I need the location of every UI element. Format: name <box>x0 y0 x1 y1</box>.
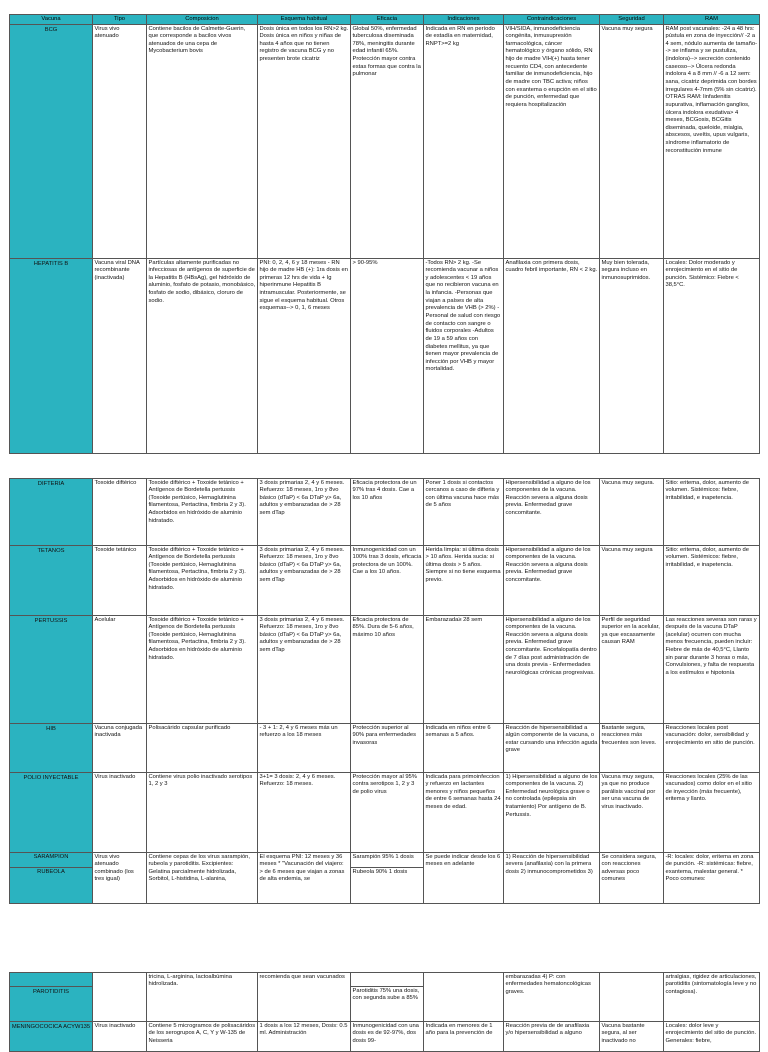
header-esquema: Esquema habitual <box>258 15 351 25</box>
vaccine-name <box>10 973 93 987</box>
cell-seguridad: Vacuna muy segura <box>600 546 664 616</box>
cell-contraindicaciones: Anafilaxia con primera dosis, cuadro febril importante, RN < 2 kg. <box>504 259 600 454</box>
table-row <box>10 1022 760 1052</box>
cell-composicion: Contiene bacilos de Calmette-Guerin, que corresponde a bacilos vivos atenuados de una cepa de Mycobacterium bovis <box>147 25 258 259</box>
cell-seguridad: Perfil de seguridad superior en la acelular, ya que escasamente causan RAM <box>600 616 664 724</box>
cell-esquema: 3 dosis primarias 2, 4 y 6 meses. Refuerzo: 18 meses, 1ro y 8vo básico (dTaP) < 6a DTaP y> 6a, adultos y embarazadas de > 28 sem dTap <box>258 546 351 616</box>
cell-eficacia: Parotiditis 75% una dosis, con segunda sube a 85% <box>351 987 424 1022</box>
cell-eficacia: Sarampión 95% 1 dosis <box>351 853 424 868</box>
vaccine-table-1 <box>9 14 760 454</box>
cell-composicion: Toxoide diftérico + Toxoide tetánico + Antígenos de Bordetella pertussis (Toxoide pertúsico, Hemaglutinina filamentosa, Pertactina, fimbria 2 y 3). Adsorbidos en hidróxido de aluminio hidratado. <box>147 479 258 546</box>
cell-indicaciones: Indicada para primoinfeccion y refuerzo en lactantes menores y niños pequeños de entre 6 semanas hasta 24 meses de edad. <box>424 773 504 853</box>
cell-contraindicaciones: Reacción de hipersensibilidad a algún componente de la vacuna, o estar cursando una infección aguda grave <box>504 724 600 773</box>
cell-composicion: Toxoide diftérico + Toxoide tetánico + Antígenos de Bordetella pertussis (Toxoide pertúsico, Hemaglutinina filamentosa, Pertactina, fimbria 2 y 3). Adsorbidos en hidróxido de aluminio hidratado. <box>147 616 258 724</box>
cell-eficacia <box>351 973 424 987</box>
cell-eficacia: Eficacia protectora de 85%. Dura de 5-6 años, máximo 10 años <box>351 616 424 724</box>
cell-eficacia: Protección mayor al 95% contra serotipos 1, 2 y 3 de polio virus <box>351 773 424 853</box>
cell-ram: Reacciones locales post vacunación: dolor, sensibilidad y enrojecimiento en sitio de punción. <box>664 724 760 773</box>
cell-composicion: Contiene virus polio inactivado serotipos 1, 2 y 3 <box>147 773 258 853</box>
cell-contraindicaciones: embarazadas 4) P: con enfermedades hematoncológicas graves. <box>504 973 600 1022</box>
cell-contraindicaciones: Hipersensibilidad a alguno de los componentes de la vacuna. Reacción severa a alguna dosis previa. Enfermedad grave concomitante. <box>504 546 600 616</box>
table-row <box>10 479 760 546</box>
vaccine-name: POLIO INYECTABLE <box>10 773 93 853</box>
header-composicion: Composicion <box>147 15 258 25</box>
cell-seguridad: Se considera segura, con reacciones adversas poco comunes <box>600 853 664 904</box>
cell-composicion: tricina, L-arginina, lactoalbúmina hidrolizada. <box>147 973 258 1022</box>
table-row <box>10 724 760 773</box>
vaccine-name: PAROTIDITIS <box>10 987 93 1022</box>
cell-contraindicaciones: Hipersensibilidad a alguno de los componentes de la vacuna. Reacción severa a alguna dosis previa. Enfermedad grave concomitante. <box>504 479 600 546</box>
cell-eficacia: Global 50%, enfermedad tuberculosa diseminada 78%, meningitis durante edad infantil 65%. Protección mayor contra estas formas que contra la pulmonar <box>351 25 424 259</box>
vaccine-table-3 <box>9 972 760 1052</box>
cell-composicion: Contiene cepas de los virus sarampión, rubeola y parotiditis. Excipientes: Gelatina parcialmente hidrolizada, Sorbitol, L-histidina, L-alanina, <box>147 853 258 904</box>
cell-tipo: Acelular <box>93 616 147 724</box>
cell-tipo: Vacuna conjugada inactivada <box>93 724 147 773</box>
cell-composicion: Partículas altamente purificadas no infecciosas de antígenos de superficie de la Hepatitis B (HBsAg), gel hidróxido de aluminio, fosfato de potasio, monobásico, fosfato de sodio, dibásico, cloruro de sodio. <box>147 259 258 454</box>
cell-contraindicaciones: Hipersensibilidad a alguno de los componentes de la vacuna. Reacción severa a alguna dosis previa. Enfermedad grave concomitante. Encefalopatía dentro de 7 días post administración de una dosis previa - Enfermedades neurológicas crónicas progresivas. <box>504 616 600 724</box>
cell-ram: RAM post vacunales: -24 a 48 hrs: pústula en zona de inyección// -2 a 4 sem, nódulo aumenta de tamaño--> se inflama y se pustuliza, (indolora)--> secreción contenido caseoso--> Úlcera redonda indolora 4 a 8 mm // -6 a 12 sem: sana, cicatriz deprimida con bordes irregulares 4-7mm (5% sin cicatriz). OTRAS RAM: linfadenitis supurativa, inflamación ganglios, úlcera indolora exudativa> 4 meses, BCGosis, BCGitis diseminada, queloide, mialgia, abscesos, uveítis, upus vulgaris, síndrome inflamatorio de reconstitución inmune <box>664 25 760 259</box>
cell-eficacia: Protección superior al 90% para enfermedades invasoras <box>351 724 424 773</box>
vaccine-name: SARAMPION <box>10 853 93 868</box>
cell-ram: Locales: dolor leve y enrojecimiento del sitio de punción. Generales: fiebre, <box>664 1022 760 1052</box>
table-row <box>10 259 760 454</box>
cell-indicaciones: Indicada en RN en período de estadía en maternidad, RNPT>=2 kg <box>424 25 504 259</box>
cell-esquema: 1 dosis a los 12 meses, Dosis: 0.5 ml. Administración <box>258 1022 351 1052</box>
cell-tipo: Toxoide diftérico <box>93 479 147 546</box>
cell-seguridad: Vacuna muy segura. <box>600 479 664 546</box>
cell-indicaciones: Herida limpia: si última dosis > 10 años. Herida sucia: si última dosis > 5 años. Siempre si no tiene esquema previo. <box>424 546 504 616</box>
cell-indicaciones: -Todos RN> 2 kg. -Se recomienda vacunar a niños y adolescentes < 19 años que no recibieron vacuna en la infancia. -Personas que viajan a países de alta prevalencia de VHB (> 2%) -Personal de salud con riesgo de contacto con sangre o fluidos corporales -Adultos de 19 a 59 años con diabetes mellitus, ya que tienen mayor prevalencia de infección por VHB y mayor mortalidad. <box>424 259 504 454</box>
table-row <box>10 616 760 724</box>
vaccine-name: HEPATITIS B <box>10 259 93 454</box>
cell-composicion: Toxoide diftérico + Toxoide tetánico + Antígenos de Bordetella pertussis (Toxoide pertúsico, Hemaglutinina filamentosa, Pertactina, fimbria 2 y 3). Adsorbidos en hidróxido de aluminio hidratado. <box>147 546 258 616</box>
table-row <box>10 25 760 259</box>
vaccine-name: DIFTERIA <box>10 479 93 546</box>
vaccine-name: MENINGOCOCICA ACYW135 <box>10 1022 93 1052</box>
cell-esquema: 3 dosis primarias 2, 4 y 6 meses. Refuerzo: 18 meses, 1ro y 8vo básico (dTaP) < 6a DTaP y> 6a, adultos y embarazadas de > 28 sem dTap <box>258 616 351 724</box>
vaccine-name: TETANOS <box>10 546 93 616</box>
cell-ram: Las reacciones severas son raras y después de la vacuna DTaP (acelular) ocurren con mucha menos frecuencia, pueden incluir: Fiebre de más de 40,5°C, Llanto sin parar durante 3 horas o más, Convulsiones, y falta de respuesta a los estímulos e hipotonía <box>664 616 760 724</box>
cell-contraindicaciones: 1) Hipersensibilidad a alguno de los componentes de la vacuna. 2) Enfermedad neurológica grave o no controlada (epilepsia sin tratamiento) Por antígeno de B. Pertussis. <box>504 773 600 853</box>
cell-indicaciones: Indicada en menores de 1 año para la prevención de <box>424 1022 504 1052</box>
header-indicaciones: Indicaciones <box>424 15 504 25</box>
vaccine-name: RUBEOLA <box>10 868 93 904</box>
cell-eficacia: Eficacia protectora de un 97% tras 4 dosis. Cae a los 10 años <box>351 479 424 546</box>
cell-seguridad: Vacuna bastante segura, al ser inactivado no <box>600 1022 664 1052</box>
cell-tipo: Vacuna viral DNA recombinante (inactivada) <box>93 259 147 454</box>
header-seguridad: Seguridad <box>600 15 664 25</box>
cell-contraindicaciones: 1) Reacción de hipersensibilidad severa (anafilaxia) con la primera dosis 2) inmunocomprometidos 3) <box>504 853 600 904</box>
vaccine-table-2 <box>9 478 760 904</box>
header-ram: RAM <box>664 15 760 25</box>
cell-eficacia: > 90-95% <box>351 259 424 454</box>
header-eficacia: Eficacia <box>351 15 424 25</box>
cell-ram: Locales: Dolor moderado y enrojecimiento en el sitio de punción. Sistémico: Fiebre < 38,5°C. <box>664 259 760 454</box>
vaccine-name: HIB <box>10 724 93 773</box>
cell-esquema: Dosis única en todos los RN>2 kg. Dosis única en niños y niñas de hasta 4 años que no tienen registro de vacuna BCG y no presenten brote cicatriz <box>258 25 351 259</box>
cell-tipo: Virus vivo atenuado <box>93 25 147 259</box>
vaccine-name: PERTUSSIS <box>10 616 93 724</box>
cell-composicion: Polisacárido capsular purificado <box>147 724 258 773</box>
cell-tipo: Toxoide tetánico <box>93 546 147 616</box>
cell-seguridad: Bastante segura, reacciones más frecuentes son leves. <box>600 724 664 773</box>
cell-tipo: Virus inactivado <box>93 1022 147 1052</box>
cell-ram: artralgias, rigidez de articulaciones, parotiditis (sintomatología leve y no contagiosa). <box>664 973 760 1022</box>
cell-eficacia: Rubeola 90% 1 dosis <box>351 868 424 904</box>
cell-seguridad <box>600 973 664 1022</box>
header-tipo: Tipo <box>93 15 147 25</box>
cell-ram: Sitio: eritema, dolor, aumento de volumen. Sistémicos: fiebre, irritabilidad, e inapetencia. <box>664 479 760 546</box>
cell-tipo: Virus vivo atenuado combinado (los tres igual) <box>93 853 147 904</box>
cell-ram: Sitio: eritema, dolor, aumento de volumen. Sistémicos: fiebre, irritabilidad, e inapetencia. <box>664 546 760 616</box>
cell-seguridad: Vacuna muy segura, ya que no produce parálisis vaccinal por ser una vacuna de virus inactivado. <box>600 773 664 853</box>
cell-ram: -R: locales: dolor, eritema en zona de punción. -R: sistémicas: fiebre, exantema, malestar general. * Poco comunes: <box>664 853 760 904</box>
cell-ram: Reacciones locales (25% de las vacunados) como dolor en el sitio de inyección (más frecuente), eritema y llanto. <box>664 773 760 853</box>
cell-indicaciones <box>424 973 504 1022</box>
cell-contraindicaciones: VIH/SIDA, inmunodeficiencia congénita, inmusupresión farmacológica, cáncer hematológico y órgano sólido, RN hijo de madre VIH(+) hasta tener recuento CD4, con antecedente familiar de inmunodeficiencia, hijo de madre con TBC activa; niños con exantema o erupción en el sitio de punción, enfermedad que requiera hospitalización <box>504 25 600 259</box>
table-row <box>10 853 760 868</box>
cell-contraindicaciones: Reacción previa de de anafilaxia y/o hipersensibilidad a alguno <box>504 1022 600 1052</box>
cell-esquema: - 3 + 1: 2, 4 y 6 meses más un refuerzo a los 18 meses <box>258 724 351 773</box>
cell-esquema: El esquema PNI: 12 meses y 36 meses * "Vacunación del viajero: > de 6 meses que viajan a zonas de alta endemia, se <box>258 853 351 904</box>
cell-indicaciones: Indicada en niños entre 6 semanas a 5 años. <box>424 724 504 773</box>
cell-indicaciones: Poner 1 dosis si contactos cercanos a caso de difteria y con última vacuna hace más de 5 años <box>424 479 504 546</box>
cell-esquema: PNI: 0, 2, 4, 6 y 18 meses - RN hijo de madre HB (+): 1ra dosis en primeras 12 hrs de vida + Ig hiperinmune Hepatitis B intramuscular. Posteriormente, se sigue el esquema habitual. Otros esquemas--> 0, 1, 6 meses <box>258 259 351 454</box>
cell-seguridad: Vacuna muy segura <box>600 25 664 259</box>
header-vacuna: Vacuna <box>10 15 93 25</box>
header-contraindicaciones: Contraindicaciones <box>504 15 600 25</box>
cell-tipo: Virus inactivado <box>93 773 147 853</box>
table-row <box>10 773 760 853</box>
table-row <box>10 546 760 616</box>
cell-tipo <box>93 973 147 1022</box>
table-row <box>10 973 760 987</box>
cell-composicion: Contiene 5 microgramos de polisacáridos de los serogrupos A, C, Y y W-135 de Neisseria <box>147 1022 258 1052</box>
cell-eficacia: Inmunogenicidad con una dosis es de 92-97%, dos dosis 99- <box>351 1022 424 1052</box>
cell-esquema: 3 dosis primarias 2, 4 y 6 meses. Refuerzo: 18 meses, 1ro y 8vo básico (dTaP) < 6a DTaP y> 6a, adultos y embarazadas de > 28 sem dTap <box>258 479 351 546</box>
vaccine-name: BCG <box>10 25 93 259</box>
cell-indicaciones: Se puede indicar desde los 6 meses en adelante <box>424 853 504 904</box>
cell-indicaciones: Embarazada≥ 28 sem <box>424 616 504 724</box>
cell-esquema: recomienda que sean vacunados <box>258 973 351 1022</box>
cell-eficacia: Inmunogenicidad con un 100% tras 3 dosis, eficacia protectora de un 100%. Cae a los 10 años. <box>351 546 424 616</box>
cell-seguridad: Muy bien tolerada, segura incluso en inmunosuprimidos. <box>600 259 664 454</box>
cell-esquema: 3+1= 3 dosis: 2, 4 y 6 meses. Refuerzo: 18 meses. <box>258 773 351 853</box>
table-header-row <box>10 15 760 25</box>
